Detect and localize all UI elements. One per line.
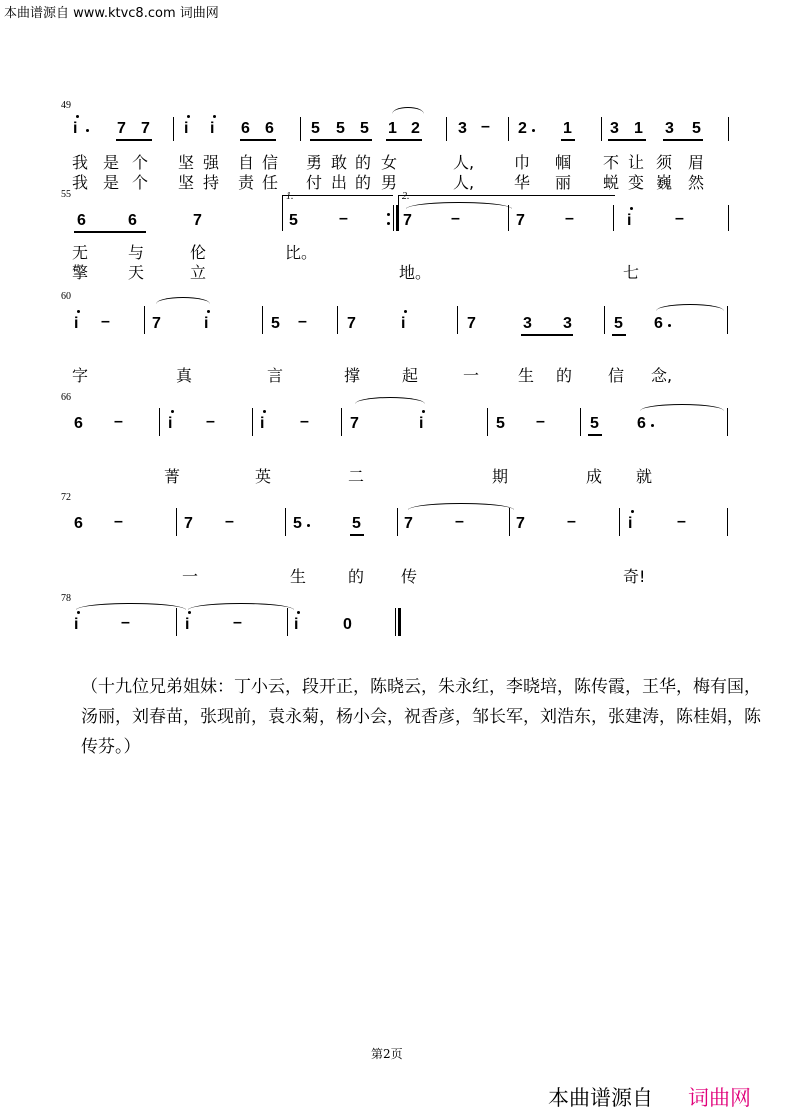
- barline: [176, 608, 177, 636]
- note: i: [260, 415, 265, 432]
- lyric: 坚: [178, 173, 195, 192]
- barline: [176, 508, 177, 536]
- note: i: [168, 415, 173, 432]
- dash: –: [565, 210, 574, 227]
- beam-underline: [386, 139, 422, 141]
- note: 2: [411, 120, 420, 137]
- lyric: 不: [603, 153, 620, 172]
- lyric: 丽: [555, 173, 572, 192]
- credits-text: （十九位兄弟姐妹：丁小云，段开正，陈晓云，朱永红，李晓培，陈传霞，王华，梅有国，汤丽，刘春苗，张现前，袁永菊，杨小会，祝香彦，邹长军，刘浩东，张建涛，陈桂娟，陈传芬。）: [81, 677, 761, 757]
- high-octave-dot: [77, 611, 80, 614]
- note: i: [210, 120, 215, 137]
- high-octave-dot: [76, 115, 79, 118]
- lyric: 生: [290, 567, 307, 586]
- lyric: 期: [492, 467, 509, 486]
- dash: –: [225, 513, 234, 530]
- lyric: 我: [72, 153, 89, 172]
- final-barline-thin: [395, 608, 396, 636]
- barline: [727, 508, 728, 536]
- note: i: [74, 315, 79, 332]
- measure-number: 55: [61, 189, 71, 200]
- note: i: [401, 315, 406, 332]
- barline: [282, 205, 283, 231]
- tie: [188, 603, 294, 610]
- lyric: 女: [381, 153, 398, 172]
- note: 5: [311, 120, 320, 137]
- beam-underline: [350, 534, 364, 536]
- note: i: [204, 315, 209, 332]
- lyric: 男: [381, 173, 398, 192]
- dash: –: [451, 210, 460, 227]
- note: 6: [241, 120, 250, 137]
- watermark-logo-text: 词曲网: [688, 1086, 751, 1110]
- lyric: 七: [623, 263, 640, 282]
- note: 7: [347, 315, 356, 332]
- beam-underline: [240, 139, 276, 141]
- page-number: 第2页: [371, 1047, 403, 1061]
- lyric: 巾: [514, 153, 531, 172]
- barline: [727, 408, 728, 436]
- lyric: 的: [348, 567, 365, 586]
- high-octave-dot: [187, 115, 190, 118]
- dash: –: [114, 513, 123, 530]
- dash: –: [121, 614, 130, 631]
- note: 7: [516, 515, 525, 532]
- repeat-barline-thick: [396, 205, 399, 231]
- lyric: 变: [628, 173, 645, 192]
- dash: –: [677, 513, 686, 530]
- note: i: [73, 120, 78, 137]
- lyric: 立: [190, 263, 207, 282]
- lyric: 念,: [651, 366, 673, 385]
- beam-underline: [608, 139, 646, 141]
- lyric: 我: [72, 173, 89, 192]
- slur: [156, 297, 210, 304]
- note: 6: [265, 120, 274, 137]
- lyric: 一: [463, 366, 480, 385]
- barline: [728, 205, 729, 231]
- note: i: [628, 515, 633, 532]
- high-octave-dot: [631, 510, 634, 513]
- lyric: 信: [262, 153, 279, 172]
- final-barline-thick: [398, 608, 401, 636]
- lyric: 人,: [453, 173, 475, 192]
- lyric: 二: [348, 467, 365, 486]
- beam-underline: [561, 139, 575, 141]
- dotted-note-dot: [668, 324, 671, 327]
- dash: –: [101, 313, 110, 330]
- beam-underline: [521, 334, 573, 336]
- note: 6: [77, 212, 86, 229]
- note: 7: [404, 515, 413, 532]
- lyric: 让: [628, 153, 645, 172]
- high-octave-dot: [77, 310, 80, 313]
- dash: –: [536, 413, 545, 430]
- note: 7: [403, 212, 412, 229]
- watermark-text: 本曲谱源自: [548, 1086, 653, 1110]
- beam-underline: [74, 231, 146, 233]
- dotted-note-dot: [86, 129, 89, 132]
- lyric: 帼: [555, 153, 572, 172]
- lyric: 人,: [453, 153, 475, 172]
- tie: [640, 404, 724, 411]
- beam-underline: [588, 434, 602, 436]
- measure-number: 60: [61, 291, 71, 302]
- lyric: 是: [103, 173, 120, 192]
- repeat-dot: [387, 213, 390, 216]
- note: i: [419, 415, 424, 432]
- beam-underline: [612, 334, 626, 336]
- repeat-barline: [393, 205, 394, 231]
- lyric: 付: [306, 173, 323, 192]
- high-octave-dot: [404, 310, 407, 313]
- tie: [76, 603, 186, 610]
- high-octave-dot: [630, 207, 633, 210]
- high-octave-dot: [263, 410, 266, 413]
- note: 5: [614, 315, 623, 332]
- lyric: 自: [238, 153, 255, 172]
- lyric: 是: [103, 153, 120, 172]
- lyric: 勇: [306, 153, 323, 172]
- barline: [601, 117, 602, 141]
- barline: [728, 117, 729, 141]
- lyric: 伦: [190, 243, 207, 262]
- note: 6: [654, 315, 663, 332]
- lyric: 持: [203, 173, 220, 192]
- note: 3: [610, 120, 619, 137]
- barline: [252, 408, 253, 436]
- note: 7: [467, 315, 476, 332]
- note: 5: [352, 515, 361, 532]
- dash: –: [675, 210, 684, 227]
- dash: –: [206, 413, 215, 430]
- lyric: 眉: [688, 153, 705, 172]
- barline: [487, 408, 488, 436]
- note: 5: [293, 515, 302, 532]
- barline: [397, 508, 398, 536]
- note: 6: [637, 415, 646, 432]
- lyric: 个: [132, 153, 149, 172]
- lyric: 起: [402, 366, 419, 385]
- barline: [300, 117, 301, 141]
- lyric: 无: [72, 243, 89, 262]
- note: i: [294, 616, 299, 633]
- lyric: 一: [182, 567, 199, 586]
- lyric: 蜕: [603, 173, 620, 192]
- lyric: 言: [267, 366, 284, 385]
- note: 7: [350, 415, 359, 432]
- dash: –: [300, 413, 309, 430]
- note: 3: [458, 120, 467, 137]
- lyric: 的: [355, 153, 372, 172]
- barline: [337, 306, 338, 334]
- barline: [144, 306, 145, 334]
- note: 7: [152, 315, 161, 332]
- site-header: 本曲谱源自 www.ktvc8.com 词曲网: [4, 6, 219, 21]
- lyric: 撑: [344, 366, 361, 385]
- lyric: 强: [203, 153, 220, 172]
- barline: [173, 117, 174, 141]
- lyric: 生: [518, 366, 535, 385]
- barline: [508, 205, 509, 231]
- high-octave-dot: [297, 611, 300, 614]
- lyric: 天: [128, 263, 145, 282]
- note: 7: [141, 120, 150, 137]
- tie: [406, 202, 512, 209]
- note: 5: [496, 415, 505, 432]
- note: 1: [634, 120, 643, 137]
- tie: [408, 503, 514, 510]
- measure-number: 78: [61, 593, 71, 604]
- dash: –: [233, 614, 242, 631]
- lyric: 奇!: [623, 567, 646, 586]
- note: 5: [289, 212, 298, 229]
- note: 7: [516, 212, 525, 229]
- note: 6: [74, 515, 83, 532]
- lyric: 的: [556, 366, 573, 385]
- note: 5: [336, 120, 345, 137]
- note: 6: [128, 212, 137, 229]
- lyric: 英: [255, 467, 272, 486]
- barline: [509, 508, 510, 536]
- lyric: 擎: [72, 263, 89, 282]
- lyric: 敢: [331, 153, 348, 172]
- high-octave-dot: [171, 410, 174, 413]
- dash: –: [298, 313, 307, 330]
- note: 7: [184, 515, 193, 532]
- high-octave-dot: [213, 115, 216, 118]
- barline: [508, 117, 509, 141]
- lyric: 责: [238, 173, 255, 192]
- lyric: 华: [514, 173, 531, 192]
- lyric: 比。: [285, 243, 318, 262]
- lyric: 字: [72, 366, 89, 385]
- note: 3: [523, 315, 532, 332]
- high-octave-dot: [207, 310, 210, 313]
- dash: –: [567, 513, 576, 530]
- barline: [446, 117, 447, 141]
- dash: –: [481, 118, 490, 135]
- note: 5: [590, 415, 599, 432]
- barline: [613, 205, 614, 231]
- lyric: 然: [688, 173, 705, 192]
- barline: [457, 306, 458, 334]
- dash: –: [455, 513, 464, 530]
- volta-second-label: 2.: [402, 191, 410, 202]
- lyric: 成: [586, 467, 603, 486]
- note: i: [184, 120, 189, 137]
- barline: [287, 608, 288, 636]
- dotted-note-dot: [532, 129, 535, 132]
- note: 3: [563, 315, 572, 332]
- note: 6: [74, 415, 83, 432]
- lyric: 地。: [399, 263, 432, 282]
- lyric: 真: [176, 366, 193, 385]
- lyric: 的: [355, 173, 372, 192]
- dash: –: [339, 210, 348, 227]
- note: 5: [360, 120, 369, 137]
- high-octave-dot: [422, 410, 425, 413]
- high-octave-dot: [188, 611, 191, 614]
- measure-number: 49: [61, 100, 71, 111]
- lyric: 出: [331, 173, 348, 192]
- barline: [262, 306, 263, 334]
- dotted-note-dot: [307, 524, 310, 527]
- barline: [159, 408, 160, 436]
- barline: [604, 306, 605, 334]
- note: i: [185, 616, 190, 633]
- barline: [619, 508, 620, 536]
- dotted-note-dot: [651, 424, 654, 427]
- lyric: 须: [656, 153, 673, 172]
- beam-underline: [310, 139, 372, 141]
- note: 7: [117, 120, 126, 137]
- lyric: 巍: [656, 173, 673, 192]
- barline: [341, 408, 342, 436]
- note: i: [627, 212, 632, 229]
- tie: [656, 304, 724, 311]
- lyric: 个: [132, 173, 149, 192]
- note: 1: [388, 120, 397, 137]
- slur: [355, 397, 425, 404]
- barline: [285, 508, 286, 536]
- beam-underline: [663, 139, 703, 141]
- note: 2: [518, 120, 527, 137]
- lyric: 与: [128, 243, 145, 262]
- repeat-dot: [387, 222, 390, 225]
- lyric: 坚: [178, 153, 195, 172]
- lyric: 任: [262, 173, 279, 192]
- lyric: 信: [608, 366, 625, 385]
- slur: [392, 107, 424, 114]
- note: 5: [692, 120, 701, 137]
- note: i: [74, 616, 79, 633]
- note: 7: [193, 212, 202, 229]
- note: 1: [563, 120, 572, 137]
- barline: [580, 408, 581, 436]
- volta-first-bracket: [282, 195, 393, 210]
- note: 5: [271, 315, 280, 332]
- measure-number: 66: [61, 392, 71, 403]
- volta-first-label: 1.: [286, 191, 294, 202]
- lyric: 传: [401, 567, 418, 586]
- note: 0: [343, 616, 352, 633]
- measure-number: 72: [61, 492, 71, 503]
- lyric: 菁: [164, 467, 181, 486]
- barline: [727, 306, 728, 334]
- dash: –: [114, 413, 123, 430]
- note: 3: [665, 120, 674, 137]
- beam-underline: [116, 139, 152, 141]
- lyric: 就: [636, 467, 653, 486]
